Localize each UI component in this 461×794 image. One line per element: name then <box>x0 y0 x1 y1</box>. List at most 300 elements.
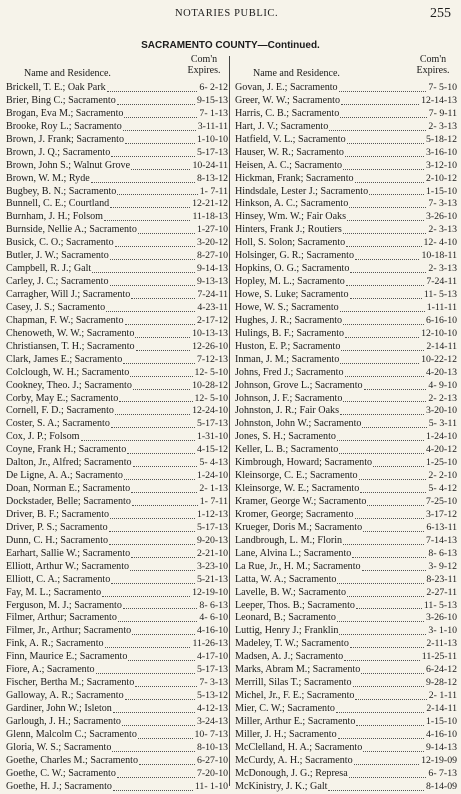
commission-expires-date: 12- 5-10 <box>194 366 228 378</box>
notary-name-residence: Hinsey, Wm. W.; Fair Oaks <box>235 211 347 223</box>
expires-header-line1: Com'n <box>419 54 447 65</box>
dot-leader <box>127 444 195 454</box>
commission-expires-date: 5-17-13 <box>196 146 228 158</box>
notary-name-residence: Hopley, M. L.; Sacramento <box>235 276 345 288</box>
column-header <box>6 54 228 82</box>
commission-expires-date: 8-23-11 <box>426 573 457 585</box>
dot-leader <box>111 418 195 428</box>
notary-name-residence: Madeley, T. W.; Sacramento <box>235 638 349 650</box>
notary-entry <box>6 729 228 742</box>
commission-expires-date: 4-20-12 <box>425 444 457 456</box>
dot-leader <box>339 82 427 92</box>
notary-name-residence: Mier, C. W.; Sacramento <box>235 703 335 714</box>
notary-entry <box>235 781 457 794</box>
commission-expires-date: 2-14-11 <box>426 703 457 714</box>
dot-leader <box>362 418 426 428</box>
dot-leader <box>328 781 424 791</box>
notary-entry <box>6 354 228 367</box>
commission-expires-date: 7-14-13 <box>425 534 457 546</box>
commission-expires-date: 2-11-13 <box>426 638 457 650</box>
commission-expires-date: 11- 1-10 <box>194 780 228 792</box>
notary-entry <box>235 651 457 664</box>
dot-leader <box>131 483 197 493</box>
commission-expires-date: 12-26-10 <box>192 340 228 352</box>
commission-expires-date: 8-27-10 <box>196 250 228 262</box>
commission-expires-date: 12-21-12 <box>192 198 228 210</box>
dot-leader <box>343 224 427 234</box>
notary-entry <box>6 431 228 444</box>
notary-name-residence: Bugbey, B. N.; Sacramento <box>6 185 117 197</box>
notary-name-residence: Colclough, W. H.; Sacramento <box>6 366 130 378</box>
dot-leader <box>133 457 198 467</box>
notary-entry <box>6 755 228 768</box>
dot-leader <box>343 393 426 403</box>
notary-entry <box>235 173 457 186</box>
left-entry-list <box>6 82 228 794</box>
dot-leader <box>359 470 427 480</box>
commission-expires-date: 1-27-10 <box>196 224 228 236</box>
dot-leader <box>111 574 195 584</box>
dot-leader <box>340 302 425 312</box>
dot-leader <box>113 781 193 791</box>
commission-expires-date: 1-31-10 <box>196 431 228 443</box>
commission-expires-date: 2-14-11 <box>426 340 457 352</box>
notary-entry <box>235 561 457 574</box>
dot-leader <box>91 173 195 183</box>
commission-expires-date: 2- 3-13 <box>428 263 457 275</box>
notary-name-residence: Brier, Bing C.; Sacramento <box>6 94 116 106</box>
notary-entry <box>6 328 228 341</box>
notary-name-residence: Casey, J. S.; Sacramento <box>6 301 106 313</box>
notary-entry <box>235 600 457 613</box>
notary-name-residence: Fay, M. L.; Sacramento <box>6 586 102 598</box>
notary-name-residence: Miller, Arthur E.; Sacramento <box>235 715 356 727</box>
commission-expires-date: 3-16-10 <box>425 146 457 158</box>
notary-entry <box>235 367 457 380</box>
dot-leader <box>343 535 424 545</box>
commission-expires-date: 6- 7-13 <box>428 767 457 779</box>
notary-name-residence: Lavelle, B. W.; Sacramento <box>235 586 347 598</box>
notary-entry <box>235 638 457 651</box>
dot-leader <box>344 651 420 661</box>
commission-expires-date: 10-24-11 <box>192 159 228 171</box>
commission-expires-date: 12-24-10 <box>192 405 228 417</box>
notary-name-residence: Brooke, Roy L.; Sacramento <box>6 120 122 132</box>
notary-entry <box>6 250 228 263</box>
notary-name-residence: La Rue, Jr., H. M.; Sacramento <box>235 560 361 572</box>
notary-entry <box>6 418 228 431</box>
notary-entry <box>6 224 228 237</box>
commission-expires-date: 5-13-12 <box>196 690 228 702</box>
notary-entry <box>6 108 228 121</box>
commission-expires-date: 11- 5-13 <box>423 289 457 300</box>
dot-leader <box>337 612 424 622</box>
commission-expires-date: 7-12-13 <box>196 353 228 365</box>
notary-name-residence: Brown, W. M.; Ryde <box>6 172 90 184</box>
notary-entry <box>6 211 228 224</box>
notary-name-residence: Cornell, F. D.; Sacramento <box>6 405 114 417</box>
dot-leader <box>336 703 424 713</box>
notary-name-residence: Hughes, J. R.; Sacramento <box>235 314 343 326</box>
dot-leader <box>106 302 195 312</box>
notary-name-residence: Garlough, J. H.; Sacramento <box>6 715 121 727</box>
dot-leader <box>363 742 424 752</box>
notary-entry <box>6 134 228 147</box>
running-head: NOTARIES PUBLIC. <box>175 8 279 19</box>
dot-leader <box>128 651 195 661</box>
notary-name-residence: Madsen, A. J.; Sacramento <box>235 651 344 663</box>
dot-leader <box>345 328 419 338</box>
notary-entry <box>6 561 228 574</box>
notary-name-residence: Krueger, Doris M.; Sacramento <box>235 521 363 533</box>
notary-entry <box>235 729 457 742</box>
notary-name-residence: Burnside, Nellie A.; Sacramento <box>6 224 137 236</box>
notary-name-residence: Finn, Maurice E.; Sacramento <box>6 651 128 663</box>
notary-name-residence: Holl, S. Solon; Sacramento <box>235 237 346 249</box>
notary-name-residence: McClelland, H. A.; Sacramento <box>235 741 363 753</box>
notary-name-residence: Merrill, Silas T.; Sacramento <box>235 677 352 689</box>
dot-leader <box>130 561 195 571</box>
commission-expires-date: 3-11-11 <box>197 120 228 132</box>
notary-entry <box>6 276 228 289</box>
notary-name-residence: Inman, J. M.; Sacramento <box>235 353 340 365</box>
notary-entry <box>6 677 228 690</box>
notary-entry <box>6 587 228 600</box>
notary-name-residence: Filmer, Jr., Arthur; Sacramento <box>6 625 132 637</box>
notary-name-residence: Goethe, H. J.; Sacramento <box>6 780 112 792</box>
name-column-header: Name and Residence. <box>24 68 111 79</box>
notary-entry <box>6 393 228 406</box>
commission-expires-date: 12-19-09 <box>421 754 457 766</box>
commission-expires-date: 8- 6-13 <box>199 599 228 611</box>
commission-expires-date: 7- 3-13 <box>199 677 228 689</box>
notary-entry <box>235 95 457 108</box>
notary-entry <box>6 574 228 587</box>
notary-name-residence: Goethe, Charles M.; Sacramento <box>6 754 139 766</box>
commission-expires-date: 8-13-12 <box>196 172 228 184</box>
notary-name-residence: Keller, L. B.; Sacramento <box>235 444 339 456</box>
dot-leader <box>363 522 424 532</box>
dot-leader <box>362 561 427 571</box>
notary-name-residence: Glenn, Malcolm C.; Sacramento <box>6 728 137 740</box>
dot-leader <box>340 405 424 415</box>
notary-name-residence: Johnson, J. F.; Sacramento <box>235 392 343 404</box>
dot-leader <box>131 160 190 170</box>
dot-leader <box>347 211 424 221</box>
dot-leader <box>355 690 426 700</box>
commission-expires-date: 11-25-11 <box>421 651 457 663</box>
commission-expires-date: 11-18-13 <box>192 211 228 223</box>
dot-leader <box>349 768 427 778</box>
dot-leader <box>130 367 192 377</box>
notary-name-residence: Cookney, Theo. J.; Sacramento <box>6 379 132 391</box>
commission-expires-date: 6-16-10 <box>425 314 457 326</box>
commission-expires-date: 12- 4-10 <box>423 237 457 249</box>
notary-name-residence: Brickell, T. E.; Oak Park <box>6 82 106 93</box>
dot-leader <box>341 341 424 351</box>
dot-leader <box>355 509 424 519</box>
commission-expires-date: 12-10-10 <box>421 327 457 339</box>
notary-name-residence: Doan, Norman E.; Sacramento <box>6 483 131 495</box>
notary-name-residence: Elliott, Arthur W.; Sacramento <box>6 560 130 572</box>
commission-expires-date: 4-12-13 <box>196 703 228 714</box>
notary-entry <box>235 186 457 199</box>
name-column-header: Name and Residence. <box>253 68 340 79</box>
notary-entry <box>6 651 228 664</box>
commission-expires-date: 5-18-12 <box>425 133 457 145</box>
dot-leader <box>111 147 195 157</box>
commission-expires-date: 9-28-12 <box>425 677 457 689</box>
commission-expires-date: 8- 6-13 <box>428 547 457 559</box>
notary-entry <box>6 147 228 160</box>
dot-leader <box>123 600 198 610</box>
dot-leader <box>110 198 190 208</box>
notary-entry <box>6 263 228 276</box>
notary-name-residence: Hatfield, V. L.; Sacramento <box>235 133 346 145</box>
dot-leader <box>346 276 425 286</box>
commission-expires-date: 1-12-13 <box>196 508 228 520</box>
notary-entry <box>235 393 457 406</box>
notary-name-residence: Michel, Jr., F. E.; Sacramento <box>235 690 355 702</box>
notary-entry <box>6 716 228 729</box>
dot-leader <box>110 509 195 519</box>
commission-expires-date: 10-28-12 <box>192 379 228 391</box>
dot-leader <box>345 147 424 157</box>
commission-expires-date: 9-15-13 <box>196 94 228 106</box>
notary-entry <box>6 768 228 781</box>
notary-entry <box>235 211 457 224</box>
commission-expires-date: 5-17-13 <box>196 418 228 430</box>
notary-name-residence: Ferguson, M. J.; Sacramento <box>6 599 122 611</box>
notary-entry <box>235 198 457 211</box>
dot-leader <box>109 522 195 532</box>
notary-name-residence: Fiore, A.; Sacramento <box>6 664 95 676</box>
commission-expires-date: 7- 3-13 <box>428 198 457 210</box>
notary-entry <box>235 703 457 716</box>
notary-entry <box>235 418 457 431</box>
notary-entry <box>6 457 228 470</box>
column-header <box>235 54 457 82</box>
dot-leader <box>337 574 424 584</box>
dot-leader <box>112 742 195 752</box>
notary-entry <box>235 263 457 276</box>
dot-leader <box>329 121 426 131</box>
notary-entry <box>6 509 228 522</box>
commission-expires-date: 4-16-10 <box>196 625 228 637</box>
notary-name-residence: Hinkson, A. C.; Sacramento <box>235 198 349 210</box>
commission-expires-date: 5-21-13 <box>196 573 228 585</box>
expires-header-line1: Com'n <box>190 54 218 65</box>
commission-expires-date: 4-16-10 <box>425 728 457 740</box>
notary-name-residence: Huston, E. P.; Sacramento <box>235 340 341 352</box>
notary-name-residence: Fink, A. R.; Sacramento <box>6 638 104 650</box>
notary-entry <box>235 574 457 587</box>
dot-leader <box>117 186 197 196</box>
commission-expires-date: 7-24-11 <box>426 276 457 288</box>
notary-entry <box>6 198 228 211</box>
commission-expires-date: 3-26-10 <box>425 211 457 223</box>
commission-expires-date: 8-10-13 <box>196 741 228 753</box>
notary-name-residence: Gloria, W. S.; Sacramento <box>6 741 112 753</box>
notary-name-residence: Johnston, John W.; Sacramento <box>235 418 362 430</box>
notary-entry <box>6 444 228 457</box>
dot-leader <box>340 108 427 118</box>
dot-leader <box>339 444 424 454</box>
notary-entry <box>235 457 457 470</box>
notary-name-residence: Govan, J. E.; Sacramento <box>235 82 338 93</box>
notary-name-residence: Miller, J. H.; Sacramento <box>235 728 337 740</box>
notary-name-residence: Coyne, Frank H.; Sacramento <box>6 444 127 456</box>
commission-expires-date: 12-14-13 <box>421 94 457 106</box>
commission-expires-date: 6-13-11 <box>426 521 457 533</box>
dot-leader <box>131 548 195 558</box>
commission-expires-date: 2-21-10 <box>196 547 228 559</box>
notary-entry <box>235 380 457 393</box>
expires-header-line2: Expires. <box>416 65 450 76</box>
notary-name-residence: Hart, J. V.; Sacramento <box>235 120 329 132</box>
commission-expires-date: 2- 1-11 <box>428 690 457 702</box>
dot-leader <box>350 638 424 648</box>
notary-entry <box>235 315 457 328</box>
notary-name-residence: Kleinsorge, W. E.; Sacramento <box>235 483 360 495</box>
notary-name-residence: Driver, B. F.; Sacramento <box>6 508 110 520</box>
notary-entry <box>6 186 228 199</box>
commission-expires-date: 4-20-13 <box>425 366 457 378</box>
notary-name-residence: Clark, James E.; Sacramento <box>6 353 123 365</box>
dot-leader <box>123 354 195 364</box>
notary-entry <box>6 535 228 548</box>
notary-entry <box>235 716 457 729</box>
dot-leader <box>125 315 195 325</box>
dot-leader <box>347 134 424 144</box>
commission-expires-date: 5- 4-12 <box>428 483 457 495</box>
commission-expires-date: 3- 1-10 <box>428 625 457 637</box>
notary-name-residence: McKinistry, J. K.; Galt <box>235 780 328 792</box>
commission-expires-date: 9-14-13 <box>196 263 228 275</box>
notary-entry <box>235 224 457 237</box>
notary-entry <box>235 147 457 160</box>
notary-entry <box>6 341 228 354</box>
notary-entry <box>6 548 228 561</box>
notary-entry <box>235 276 457 289</box>
dot-leader <box>354 755 419 765</box>
notary-name-residence: Bunnell, C. E.; Courtland <box>6 198 110 210</box>
dot-leader <box>124 470 195 480</box>
commission-expires-date: 7- 1-13 <box>199 107 228 119</box>
dot-leader <box>343 315 424 325</box>
commission-expires-date: 10-22-12 <box>421 353 457 365</box>
dot-leader <box>122 716 195 726</box>
notary-name-residence: Galloway, A. R.; Sacramento <box>6 690 124 702</box>
commission-expires-date: 9-20-13 <box>196 534 228 546</box>
notary-entry <box>6 625 228 638</box>
page-number: 255 <box>430 6 451 21</box>
notary-name-residence: Howe, S. Luke; Sacramento <box>235 289 349 300</box>
notary-name-residence: Greer, W. W.; Sacramento <box>235 94 340 106</box>
commission-expires-date: 4-23-11 <box>197 301 228 313</box>
notary-name-residence: Gardiner, John W.; Isleton <box>6 703 112 714</box>
dot-leader <box>139 755 195 765</box>
commission-expires-date: 1- 7-11 <box>199 496 228 507</box>
dot-leader <box>350 289 422 299</box>
dot-leader <box>355 173 424 183</box>
notary-entry <box>6 82 228 95</box>
commission-expires-date: 11- 5-13 <box>423 599 457 611</box>
commission-expires-date: 5- 3-11 <box>428 418 457 430</box>
dot-leader <box>115 405 190 415</box>
section-title: SACRAMENTO COUNTY—Continued. <box>141 40 320 51</box>
notary-entry <box>6 483 228 496</box>
notary-name-residence: Kramer, George W.; Sacramento <box>235 496 367 507</box>
notary-entry <box>6 302 228 315</box>
notary-entry <box>6 405 228 418</box>
dot-leader <box>353 677 424 687</box>
commission-expires-date: 10-18-11 <box>421 250 457 262</box>
commission-expires-date: 12-19-10 <box>192 586 228 598</box>
notary-name-residence: Leeper, Thos. B.; Sacramento <box>235 599 355 611</box>
notary-entry <box>235 509 457 522</box>
notary-entry <box>235 664 457 677</box>
commission-expires-date: 2-10-12 <box>425 172 457 184</box>
commission-expires-date: 3-20-10 <box>425 405 457 417</box>
notary-name-residence: Brown, John S.; Walnut Grove <box>6 159 131 171</box>
commission-expires-date: 1-10-10 <box>196 133 228 145</box>
notary-name-residence: Elliott, C. A.; Sacramento <box>6 573 111 585</box>
notary-entry <box>6 367 228 380</box>
commission-expires-date: 3-17-12 <box>425 508 457 520</box>
commission-expires-date: 2-17-12 <box>196 314 228 326</box>
dot-leader <box>135 328 190 338</box>
commission-expires-date: 3-20-12 <box>196 237 228 249</box>
commission-expires-date: 3- 9-12 <box>428 560 457 572</box>
notary-entry <box>235 82 457 95</box>
dot-leader <box>110 250 195 260</box>
notary-entry <box>6 703 228 716</box>
notary-entry <box>235 431 457 444</box>
notary-name-residence: Brown, J. Frank; Sacramento <box>6 133 125 145</box>
dot-leader <box>339 625 426 635</box>
dot-leader <box>107 82 198 92</box>
notary-entry <box>6 160 228 173</box>
notary-entry <box>6 612 228 625</box>
right-column <box>235 54 457 794</box>
notary-entry <box>235 121 457 134</box>
dot-leader <box>135 677 197 687</box>
notary-name-residence: Johnston, J. R.; Fair Oaks <box>235 405 340 417</box>
dot-leader <box>338 729 424 739</box>
dot-leader <box>81 431 195 441</box>
notary-name-residence: Howe, W. S.; Sacramento <box>235 301 339 313</box>
notary-entry <box>235 548 457 561</box>
notary-name-residence: Chapman, F. W.; Sacramento <box>6 314 124 326</box>
dot-leader <box>356 716 424 726</box>
expires-column-header <box>409 54 457 76</box>
notary-entry <box>235 496 457 509</box>
dot-leader <box>123 121 196 131</box>
notary-entry <box>235 535 457 548</box>
notary-name-residence: Dockstader, Belle; Sacramento <box>6 496 131 507</box>
commission-expires-date: 5- 4-13 <box>199 457 228 469</box>
notary-entry <box>235 587 457 600</box>
notary-name-residence: Hickman, Frank; Sacramento <box>235 172 354 184</box>
dot-leader <box>347 587 424 597</box>
dot-leader <box>119 393 192 403</box>
commission-expires-date: 3-12-10 <box>425 159 457 171</box>
notary-name-residence: Christiansen, T. H.; Sacramento <box>6 340 135 352</box>
commission-expires-date: 7-24-11 <box>197 289 228 300</box>
notary-entry <box>235 690 457 703</box>
notary-entry <box>6 95 228 108</box>
